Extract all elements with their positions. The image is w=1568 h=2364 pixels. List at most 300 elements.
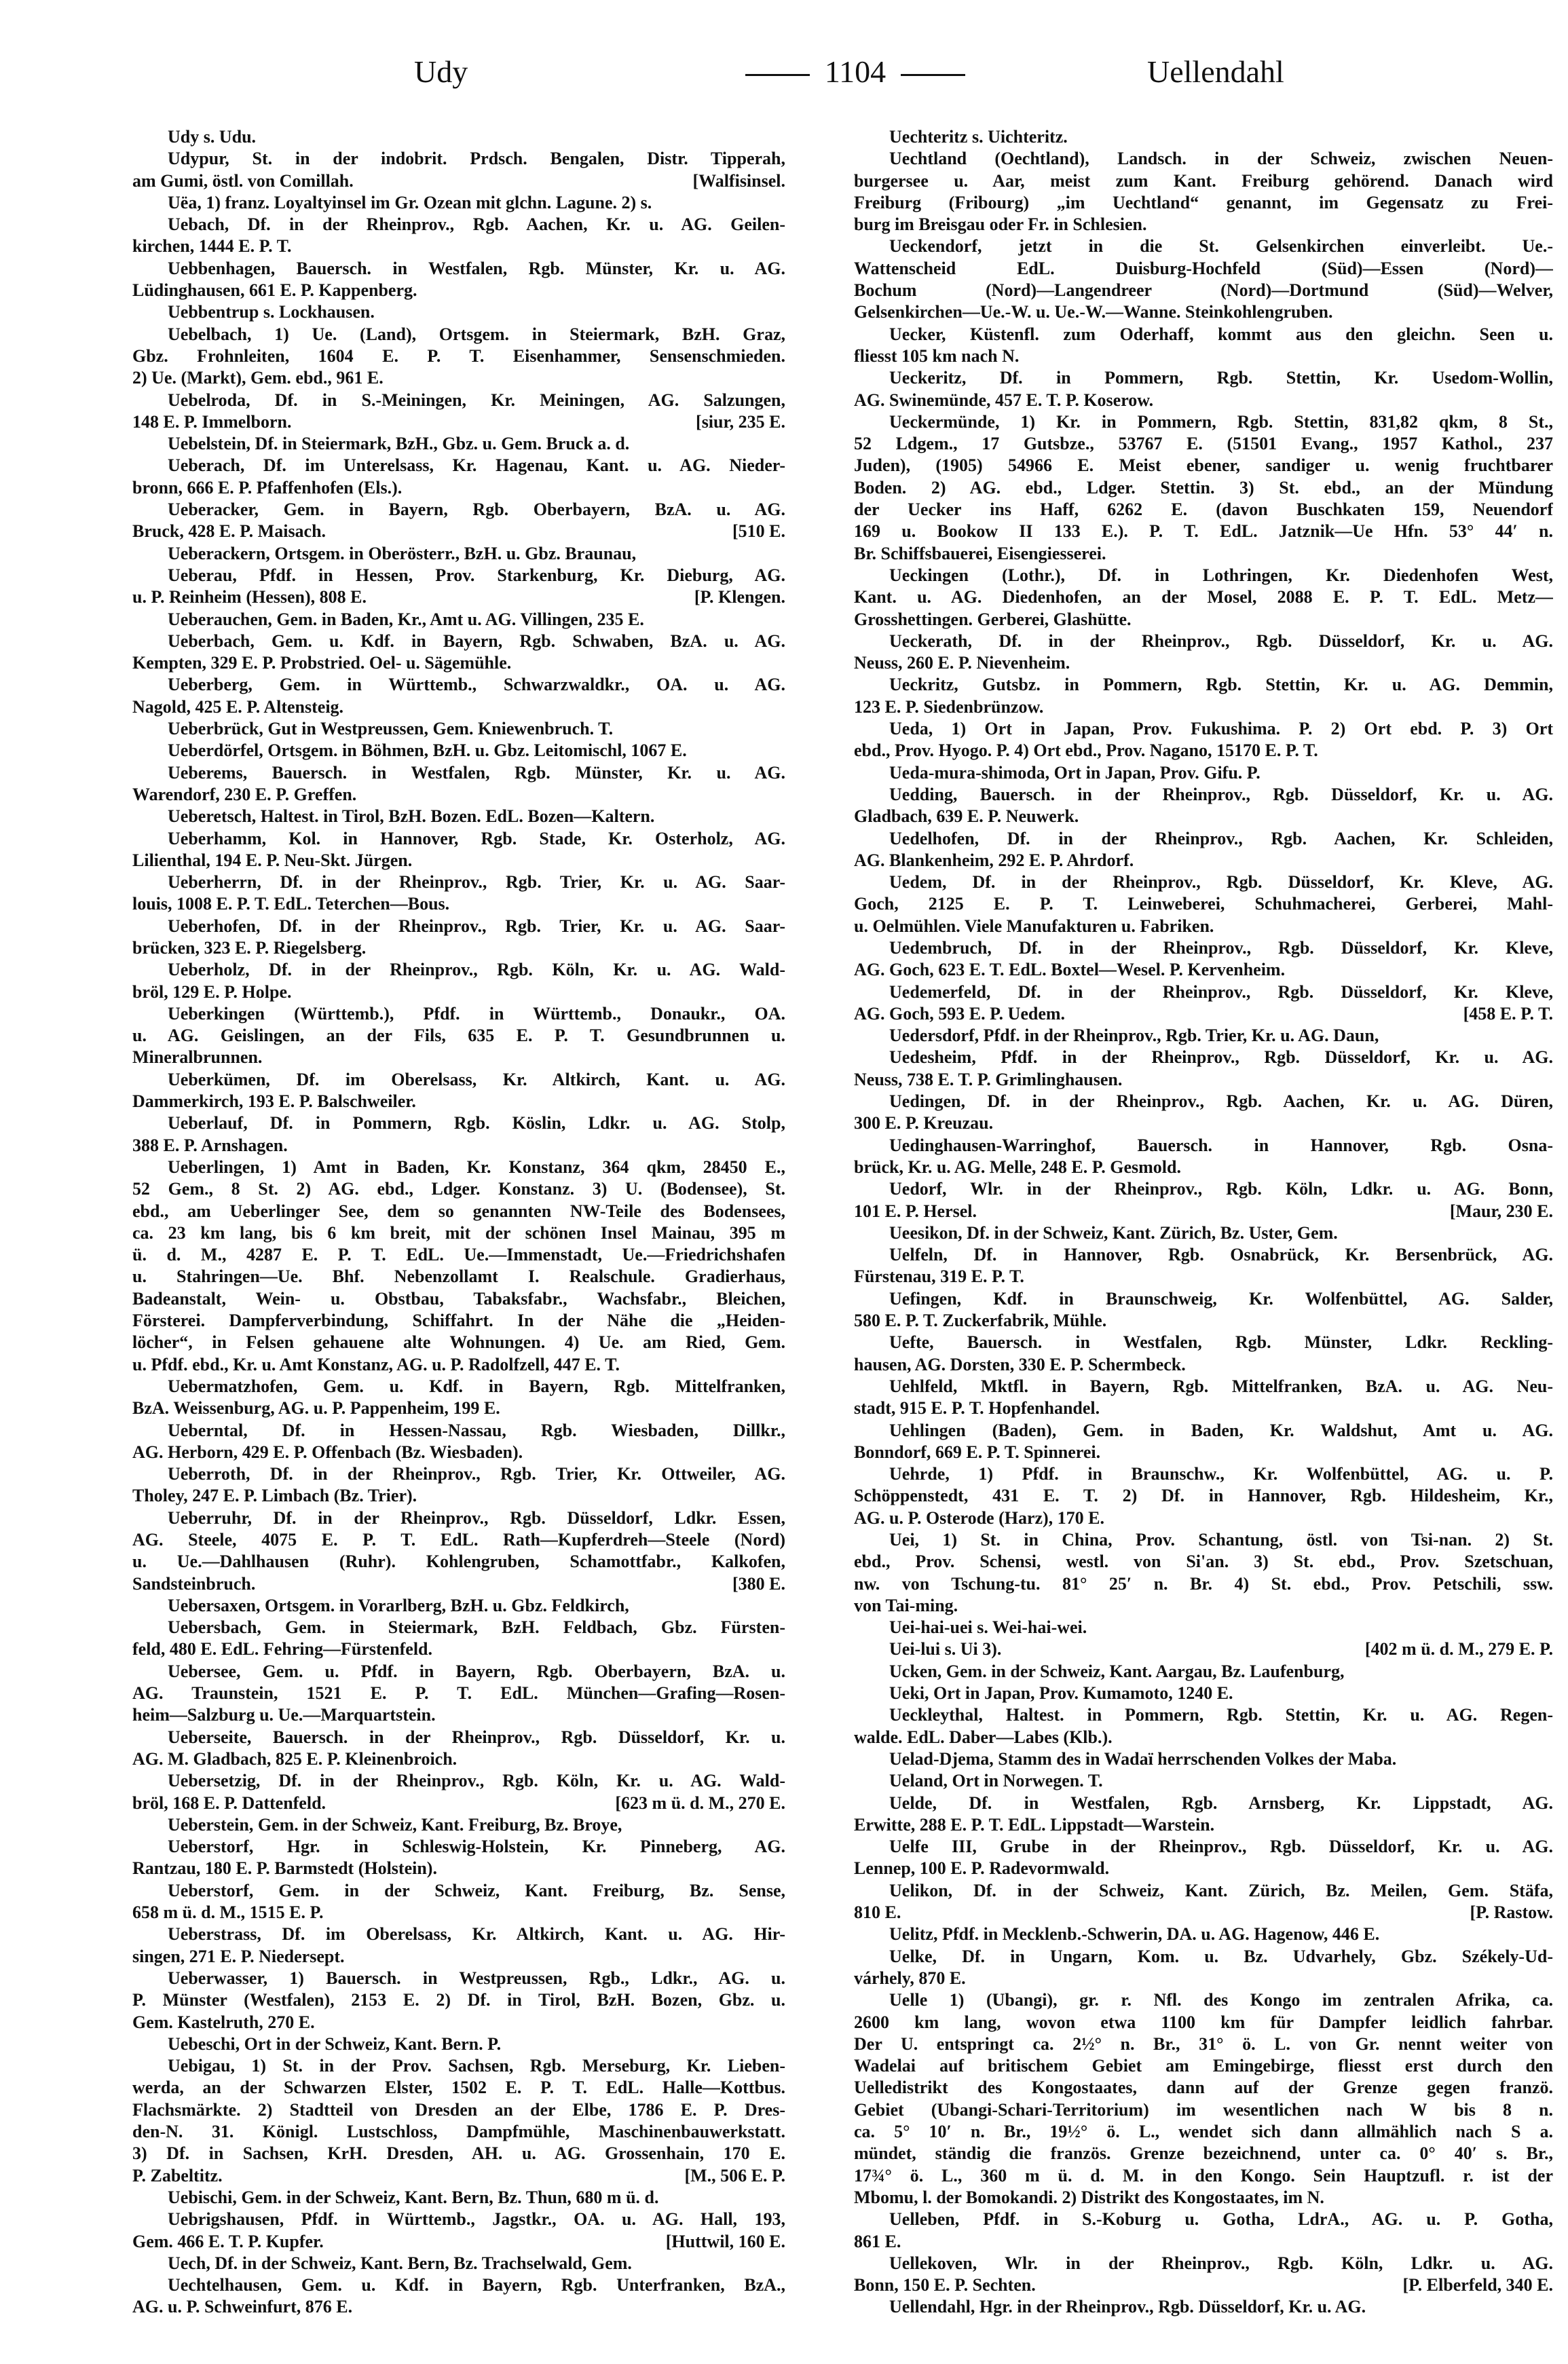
entry-line: Schöppenstedt, 431 E. T. 2) Df. in Hannover, Rgb. Hildesheim, Kr., (854, 1486, 1553, 1506)
entry-line: heim—Salzburg u. Ue.—Marquartstein. (132, 1705, 436, 1725)
entry-line: Ueberstrass, Df. im Oberelsass, Kr. Altkirch, Kant. u. AG. Hir- (168, 1924, 785, 1945)
gazetteer-entry (854, 937, 1553, 981)
entry-line: 2600 km lang, wovon etwa 1100 km für Dampfer leidlich fahrbar. (854, 2012, 1553, 2032)
entry-line: Bonndorf, 669 E. P. T. Spinnerei. (854, 1442, 1101, 1462)
entry-line: Uedesheim, Pfdf. in der Rheinprov., Rgb. Düsseldorf, Kr. u. AG. (889, 1047, 1553, 1068)
entry-line: ü. d. M., 4287 E. P. T. EdL. Ue.—Immenstadt, Ue.—Friedrichshafen (132, 1245, 785, 1265)
entry-line: AG. Herborn, 429 E. P. Offenbach (Bz. Wiesbaden). (132, 1442, 523, 1462)
entry-line: Udy s. Udu. (168, 127, 257, 147)
gazetteer-entry (854, 1836, 1553, 1880)
entry-line: u. Oelmühlen. Viele Manufakturen u. Fabriken. (854, 916, 1214, 936)
entry-line: Uedding, Bauersch. in der Rheinprov., Rgb. Düsseldorf, Kr. u. AG. (889, 784, 1553, 804)
entry-line: Ueesikon, Df. in der Schweiz, Kant. Zürich, Bz. Uster, Gem. (889, 1222, 1338, 1243)
entry-line: Uebeschi, Ort in der Schweiz, Kant. Bern. P. (168, 2033, 502, 2054)
entry-line: u. AG. Geislingen, an der Fils, 635 E. P. T. Gesundbrunnen u. (132, 1026, 785, 1046)
gazetteer-entry (854, 1683, 1553, 1704)
page-number: 1104 (824, 54, 886, 89)
entry-line: kirchen, 1444 E. P. T. (132, 236, 292, 257)
line-text: Sandsteinbruch. (132, 1573, 256, 1594)
entry-line: Flachsmärkte. 2) Stadtteil von Dresden an der Elbe, 1786 E. P. Dres- (132, 2099, 785, 2120)
entry-line: Uellendahl, Hgr. in der Rheinprov., Rgb. Düsseldorf, Kr. u. AG. (889, 2297, 1366, 2317)
gazetteer-entry (132, 390, 785, 434)
gazetteer-entry (132, 565, 785, 609)
entry-line: ca. 23 km lang, bis 6 km breit, mit der schönen Insel Mainau, 395 m (132, 1222, 785, 1243)
gazetteer-entry (132, 1880, 785, 1924)
entry-line: Uelle 1) (Ubangi), gr. r. Nfl. des Kongo im zentralen Afrika, ca. (889, 1990, 1553, 2010)
gazetteer-entry (854, 1989, 1553, 2209)
gazetteer-entry (854, 1661, 1553, 1683)
entry-line: ebd., am Ueberlinger See, dem so genannten NW-Teile des Bodensees, (132, 1201, 785, 1221)
line-text: am Gumi, östl. von Comillah. (132, 170, 354, 191)
running-head-first-entry: Udy (414, 54, 468, 89)
entry-line: Ueckeritz, Df. in Pommern, Rgb. Stettin, Kr. Usedom-Wollin, (889, 368, 1553, 388)
entry-line: Uedersdorf, Pfdf. in der Rheinprov., Rgb. Trier, Kr. u. AG. Daun, (889, 1026, 1379, 1046)
entry-line (854, 1638, 1553, 1660)
entry-line: Uedorf, Wlr. in der Rheinprov., Rgb. Köln, Ldkr. u. AG. Bonn, (889, 1179, 1553, 1199)
entry-line: brück, Kr. u. AG. Melle, 248 E. P. Gesmold. (854, 1157, 1181, 1177)
entry-line: Neuss, 260 E. P. Nievenheim. (854, 653, 1070, 673)
entry-line: AG. Goch, 623 E. T. EdL. Boxtel—Wesel. P. Kervenheim. (854, 960, 1286, 980)
entry-line: Gem. Kastelruth, 270 E. (132, 2012, 315, 2032)
gazetteer-entry (132, 1836, 785, 1880)
line-continuation-fragment: [Maur, 230 E. (1449, 1201, 1553, 1221)
gazetteer-entry (854, 718, 1553, 762)
gazetteer-entry (132, 1420, 785, 1464)
gazetteer-entry (132, 762, 785, 806)
entry-line: u. Ue.—Dahlhausen (Ruhr). Kohlengruben, Schamottfabr., Kalkofen, (132, 1552, 785, 1572)
entry-line: várhely, 870 E. (854, 1968, 966, 1988)
gazetteer-entry (854, 1135, 1553, 1179)
line-text: AG. Goch, 593 E. P. Uedem. (854, 1003, 1066, 1024)
entry-line: Nagold, 425 E. P. Altensteig. (132, 696, 344, 717)
entry-line: Ueberroth, Df. in der Rheinprov., Rgb. Trier, Kr. Ottweiler, AG. (168, 1464, 785, 1484)
entry-line: feld, 480 E. EdL. Fehring—Fürstenfeld. (132, 1639, 433, 1659)
entry-line: Mbomu, l. der Bomokandi. 2) Distrikt des Kongostaates, im N. (854, 2187, 1324, 2207)
entry-line: Ueberlingen, 1) Amt in Baden, Kr. Konstanz, 364 qkm, 28450 E., (168, 1157, 785, 1177)
entry-line: Uebelbach, 1) Ue. (Land), Ortsgem. in Steiermark, BzH. Graz, (168, 324, 785, 344)
entry-line: Fürstenau, 319 E. P. T. (854, 1267, 1024, 1287)
entry-line: Grosshettingen. Gerberei, Glashütte. (854, 609, 1132, 629)
entry-line: Ueberach, Df. im Unterelsass, Kr. Hagenau, Kant. u. AG. Nieder- (168, 455, 785, 476)
gazetteer-entry (132, 499, 785, 543)
entry-line: u. Stahringen—Ue. Bhf. Nebenzollamt I. Realschule. Gradierhaus, (132, 1267, 785, 1287)
line-continuation-fragment: [siur, 235 E. (696, 411, 785, 432)
gazetteer-entry (132, 1727, 785, 1771)
line-text: Bruck, 428 E. P. Maisach. (132, 521, 326, 542)
gazetteer-entry (854, 784, 1553, 828)
gazetteer-entry (132, 871, 785, 916)
entry-line: Rantzau, 180 E. P. Barmstedt (Holstein). (132, 1858, 437, 1879)
entry-line: der Uecker ins Haff, 6262 E. (davon Buschkaten 159, Neuendorf (854, 500, 1553, 520)
entry-line: Uelfeln, Df. in Hannover, Rgb. Osnabrück, Kr. Bersenbrück, AG. (889, 1245, 1553, 1265)
gazetteer-entry (854, 1880, 1553, 1924)
entry-line: Lilienthal, 194 E. P. Neu-Skt. Jürgen. (132, 850, 413, 870)
entry-line: Ueberlauf, Df. in Pommern, Rgb. Köslin, Ldkr. u. AG. Stolp, (168, 1113, 785, 1133)
gazetteer-entry (132, 718, 785, 740)
gazetteer-entry (132, 1157, 785, 1376)
entry-line: AG. M. Gladbach, 825 E. P. Kleinenbroich. (132, 1748, 458, 1769)
entry-line (132, 586, 785, 608)
entry-line: Uelfe III, Grube in der Rheinprov., Rgb. Düsseldorf, Kr. u. AG. (889, 1837, 1553, 1857)
gazetteer-entry (132, 916, 785, 960)
line-text: Bonn, 150 E. P. Sechten. (854, 2275, 1036, 2295)
line-text: 101 E. P. Hersel. (854, 1201, 977, 1221)
gazetteer-entry (854, 1617, 1553, 1638)
line-text: P. Zabeltitz. (132, 2165, 223, 2185)
entry-line: Uei-hai-uei s. Wei-hai-wei. (889, 1617, 1087, 1638)
entry-line: Lennep, 100 E. P. Radevormwald. (854, 1858, 1110, 1879)
entry-line: Wattenscheid EdL. Duisburg-Hochfeld (Süd)—Essen (Nord)— (854, 258, 1553, 278)
gazetteer-entry (132, 148, 785, 192)
entry-line: Ueberbrück, Gut in Westpreussen, Gem. Kniewenbruch. T. (168, 719, 614, 739)
gazetteer-entry (854, 1946, 1553, 1990)
rule-right (901, 74, 965, 76)
gazetteer-entry (854, 1748, 1553, 1770)
line-text: u. P. Reinheim (Hessen), 808 E. (132, 587, 367, 607)
gazetteer-entry (854, 2209, 1553, 2253)
entry-line: AG. Steele, 4075 E. P. T. EdL. Rath—Kupferdreh—Steele (Nord) (132, 1530, 785, 1550)
entry-line: Erwitte, 288 E. P. T. EdL. Lippstadt—Warstein. (854, 1814, 1215, 1835)
entry-line: Uedelhofen, Df. in der Rheinprov., Rgb. Aachen, Kr. Schleiden, (889, 828, 1553, 848)
entry-line: Ueda-mura-shimoda, Ort in Japan, Prov. Gifu. P. (889, 762, 1261, 783)
gazetteer-entry (854, 1793, 1553, 1837)
entry-line: Ueberkingen (Württemb.), Pfdf. in Württemb., Donaukr., OA. (168, 1003, 785, 1024)
entry-line: ebd., Prov. Schensi, westl. von Si'an. 3) St. ebd., Prov. Szetschuan, (854, 1552, 1553, 1572)
gazetteer-entry (854, 674, 1553, 718)
right-column (854, 126, 1553, 2319)
entry-line: walde. EdL. Daber—Labes (Klb.). (854, 1727, 1113, 1747)
gazetteer-entry (854, 126, 1553, 148)
entry-line: hausen, AG. Dorsten, 330 E. P. Schermbeck. (854, 1354, 1186, 1374)
entry-line: Lüdinghausen, 661 E. P. Kappenberg. (132, 280, 417, 301)
entry-line: Ueland, Ort in Norwegen. T. (889, 1771, 1103, 1791)
entry-line: Uëa, 1) franz. Loyaltyinsel im Gr. Ozean mit glchn. Lagune. 2) s. (168, 192, 652, 212)
entry-line: Ueberacker, Gem. in Bayern, Rgb. Oberbayern, BzA. u. AG. (168, 500, 785, 520)
entry-line: Uedemerfeld, Df. in der Rheinprov., Rgb. Düsseldorf, Kr. Kleve, (889, 981, 1553, 1002)
entry-line: Uech, Df. in der Schweiz, Kant. Bern, Bz. Trachselwald, Gem. (168, 2253, 632, 2273)
entry-line: 658 m ü. d. M., 1515 E. P. (132, 1902, 324, 1923)
gazetteer-entry (132, 543, 785, 565)
entry-line: Uelitz, Pfdf. in Mecklenb.-Schwerin, DA. u. AG. Hagenow, 446 E. (889, 1924, 1380, 1945)
gazetteer-entry (132, 301, 785, 323)
gazetteer-entry (132, 1003, 785, 1069)
entry-line: burgersee u. Aar, meist zum Kant. Freiburg gehörend. Danach wird (854, 170, 1553, 191)
entry-line: Uefingen, Kdf. in Braunschweig, Kr. Wolfenbüttel, AG. Salder, (889, 1288, 1553, 1309)
entry-line: Tholey, 247 E. P. Limbach (Bz. Trier). (132, 1486, 417, 1506)
entry-line: Uehlingen (Baden), Gem. in Baden, Kr. Waldshut, Amt u. AG. (889, 1420, 1553, 1440)
gazetteer-entry (854, 236, 1553, 323)
entry-line: Ueckendorf, jetzt in die St. Gelsenkirchen einverleibt. Ue.- (889, 236, 1553, 257)
page-number-block (720, 53, 991, 91)
entry-line: Uelledistrikt des Kongostaates, dann auf der Grenze gegen franzö. (854, 2078, 1553, 2098)
gazetteer-entry (854, 1770, 1553, 1792)
entry-line: Uebelstein, Df. in Steiermark, BzH., Gbz. u. Gem. Bruck a. d. (168, 434, 630, 454)
gazetteer-entry (132, 1069, 785, 1113)
line-continuation-fragment: [380 E. (732, 1573, 785, 1594)
entry-line: stadt, 915 E. P. T. Hopfenhandel. (854, 1398, 1100, 1419)
gazetteer-entry (132, 2187, 785, 2209)
entry-line: Ueberauchen, Gem. in Baden, Kr., Amt u. AG. Villingen, 235 E. (168, 609, 644, 629)
entry-line: Ueberetsch, Haltest. in Tirol, BzH. Bozen. EdL. Bozen—Kaltern. (168, 806, 655, 827)
entry-line: Goch, 2125 E. P. T. Leinweberei, Schuhmacherei, Gerberei, Mahl- (854, 894, 1553, 914)
entry-line: Kant. u. AG. Diedenhofen, an der Mosel, 2088 E. P. T. EdL. Metz— (854, 587, 1553, 607)
entry-line: P. Münster (Westfalen), 2153 E. 2) Df. in Tirol, BzH. Bozen, Gbz. u. (132, 1990, 785, 2010)
entry-line: bronn, 666 E. P. Pfaffenhofen (Els.). (132, 477, 403, 498)
gazetteer-entry (854, 1091, 1553, 1135)
entry-line: Ueberntal, Df. in Hessen-Nassau, Rgb. Wiesbaden, Dillkr., (168, 1420, 785, 1440)
gazetteer-entry (132, 1595, 785, 1617)
entry-line: Ueberhofen, Df. in der Rheinprov., Rgb. Trier, Kr. u. AG. Saar- (168, 916, 785, 936)
line-text: 810 E. (854, 1902, 901, 1923)
entry-line: 2) Ue. (Markt), Gem. ebd., 961 E. (132, 368, 384, 388)
entry-line: fliesst 105 km nach N. (854, 345, 1020, 366)
entry-line: singen, 271 E. P. Niedersept. (132, 1946, 345, 1966)
line-continuation-fragment: [P. Klengen. (694, 587, 785, 607)
gazetteer-entry (854, 631, 1553, 675)
entry-line: Br. Schiffsbauerei, Eisengiesserei. (854, 543, 1106, 563)
line-continuation-fragment: [458 E. P. T. (1463, 1003, 1553, 1024)
entry-line: Uellekoven, Wlr. in der Rheinprov., Rgb. Köln, Ldkr. u. AG. (889, 2253, 1553, 2273)
entry-line: Uebbentrup s. Lockhausen. (168, 302, 375, 322)
entry-line: Uechtland (Oechtland), Landsch. in der Schweiz, zwischen Neuen- (889, 149, 1553, 169)
entry-line: Ueberruhr, Df. in der Rheinprov., Rgb. Düsseldorf, Ldkr. Essen, (168, 1507, 785, 1528)
gazetteer-entry (854, 871, 1553, 937)
gazetteer-entry (132, 1770, 785, 1814)
entry-line: den-N. 31. Königl. Lustschloss, Dampfmühle, Maschinenbauwerkstatt. (132, 2122, 785, 2142)
entry-line: Warendorf, 230 E. P. Greffen. (132, 784, 357, 804)
gazetteer-entry (132, 455, 785, 499)
gazetteer-entry (854, 1638, 1553, 1660)
line-text: bröl, 168 E. P. Dattenfeld. (132, 1793, 326, 1813)
entry-line: AG. Swinemünde, 457 E. T. P. Koserow. (854, 390, 1154, 410)
entry-line: Ueberherrn, Df. in der Rheinprov., Rgb. Trier, Kr. u. AG. Saar- (168, 872, 785, 893)
entry-line: Försterei. Dampferverbindung, Schiffahrt. In der Nähe die „Heiden- (132, 1311, 785, 1331)
gazetteer-entry (854, 1178, 1553, 1222)
entry-line: Ueberseite, Bauersch. in der Rheinprov., Rgb. Düsseldorf, Kr. u. (168, 1727, 785, 1747)
gazetteer-entry (132, 609, 785, 631)
entry-line: ebd., Prov. Hyogo. P. 4) Ort ebd., Prov. Nagano, 15170 E. P. T. (854, 740, 1318, 761)
entry-line: Uehlfeld, Mktfl. in Bayern, Rgb. Mittelfranken, BzA. u. AG. Neu- (889, 1376, 1553, 1396)
left-column (132, 126, 785, 2319)
entry-line: Uelleben, Pfdf. in S.-Koburg u. Gotha, LdrA., AG. u. P. Gotha, (889, 2209, 1553, 2230)
gazetteer-entry (132, 1376, 785, 1420)
gazetteer-entry (854, 1376, 1553, 1420)
gazetteer-entry (854, 762, 1553, 784)
entry-line: 300 E. P. Kreuzau. (854, 1113, 994, 1133)
entry-line (132, 521, 785, 542)
entry-line: Gbz. Frohnleiten, 1604 E. P. T. Eisenhammer, Sensenschmieden. (132, 345, 785, 366)
entry-line: Uecker, Küstenfl. zum Oderhaff, kommt aus den gleichn. Seen u. (889, 324, 1553, 344)
entry-line: Freiburg (Fribourg) „im Uechtland“ genannt, im Gegensatz zu Frei- (854, 192, 1553, 212)
entry-line: Uedinghausen-Warringhof, Bauersch. in Hannover, Rgb. Osna- (889, 1135, 1553, 1155)
entry-line: werda, an der Schwarzen Elster, 1502 E. P. T. EdL. Halle—Kottbus. (132, 2078, 785, 2098)
gazetteer-entry (854, 411, 1553, 565)
entry-line: Kempten, 329 E. P. Probstried. Oel- u. Sägemühle. (132, 653, 512, 673)
entry-line (132, 2231, 785, 2253)
line-text: 148 E. P. Immelborn. (132, 411, 292, 432)
entry-line: brücken, 323 E. P. Riegelsberg. (132, 937, 367, 958)
entry-line: Ueckleythal, Haltest. in Pommern, Rgb. Stettin, Kr. u. AG. Regen- (889, 1705, 1553, 1725)
gazetteer-entry (854, 1420, 1553, 1464)
line-continuation-fragment: [Walfisinsel. (692, 170, 785, 191)
entry-line: Ueberhamm, Kol. in Hannover, Rgb. Stade, Kr. Osterholz, AG. (168, 828, 785, 848)
gazetteer-entry (854, 828, 1553, 872)
gazetteer-entry (132, 1617, 785, 1661)
entry-line: 861 E. (854, 2231, 901, 2251)
entry-line: AG. Blankenheim, 292 E. P. Ahrdorf. (854, 850, 1134, 870)
entry-line: Uehrde, 1) Pfdf. in Braunschw., Kr. Wolfenbüttel, AG. u. P. (889, 1464, 1553, 1484)
entry-line: Uebbenhagen, Bauersch. in Westfalen, Rgb. Münster, Kr. u. AG. (168, 258, 785, 278)
gazetteer-entry (132, 324, 785, 390)
entry-line: Uedingen, Df. in der Rheinprov., Rgb. Aachen, Kr. u. AG. Düren, (889, 1091, 1553, 1112)
entry-line: Ueckritz, Gutsbz. in Pommern, Rgb. Stettin, Kr. u. AG. Demmin, (889, 675, 1553, 695)
entry-line: Ueckingen (Lothr.), Df. in Lothringen, Kr. Diedenhofen West, (889, 565, 1553, 585)
line-continuation-fragment: [M., 506 E. P. (684, 2165, 785, 2185)
entry-line: Uebrigshausen, Pfdf. in Württemb., Jagstkr., OA. u. AG. Hall, 193, (168, 2209, 785, 2230)
entry-line: Ueberholz, Df. in der Rheinprov., Rgb. Köln, Kr. u. AG. Wald- (168, 960, 785, 980)
entry-line: Uelde, Df. in Westfalen, Rgb. Arnsberg, Kr. Lippstadt, AG. (889, 1793, 1553, 1813)
gazetteer-entry (132, 214, 785, 258)
entry-line: 169 u. Bookow II 133 E.). P. T. EdL. Jatznik—Ue Hfn. 53° 44′ n. (854, 521, 1553, 542)
entry-line: Uebersee, Gem. u. Pfdf. in Bayern, Rgb. Oberbayern, BzA. u. (168, 1661, 785, 1681)
entry-line (132, 170, 785, 192)
gazetteer-entry (132, 1968, 785, 2033)
gazetteer-entry (854, 324, 1553, 368)
entry-line: Ueberackern, Ortsgem. in Oberösterr., BzH. u. Gbz. Braunau, (168, 543, 637, 563)
entry-line: Uebersaxen, Ortsgem. in Vorarlberg, BzH. u. Gbz. Feldkirch, (168, 1595, 629, 1615)
entry-line: Ueberkümen, Df. im Oberelsass, Kr. Altkirch, Kant. u. AG. (168, 1069, 785, 1089)
entry-line: u. Pfdf. ebd., Kr. u. Amt Konstanz, AG. u. P. Radolfzell, 447 E. T. (132, 1354, 620, 1374)
entry-line: Mineralbrunnen. (132, 1047, 263, 1068)
line-text: Gem. 466 E. T. P. Kupfer. (132, 2231, 324, 2251)
line-text: Uei-lui s. Ui 3). (889, 1639, 1002, 1659)
gazetteer-entry (132, 1463, 785, 1507)
entry-line: ca. 5° 10′ n. Br., 19½° ö. L., wendet sich dann allmählich nach S a. (854, 2122, 1553, 2142)
gazetteer-entry (132, 1507, 785, 1595)
entry-line: Uechteritz s. Uichteritz. (889, 127, 1068, 147)
entry-line: Uelikon, Df. in der Schweiz, Kant. Zürich, Bz. Meilen, Gem. Stäfa, (889, 1880, 1553, 1900)
entry-line: Gebiet (Ubangi-Schari-Territorium) im wesentlichen nach W bis 8 n. (854, 2099, 1553, 2120)
entry-line: 17¾° ö. L., 360 m ü. d. M. in den Kongo. Sein Hauptzufl. r. ist der (854, 2165, 1553, 2185)
entry-line: Neuss, 738 E. T. P. Grimlinghausen. (854, 1069, 1123, 1089)
entry-line: Boden. 2) AG. ebd., Ldger. Stettin. 3) St. ebd., an der Mündung (854, 477, 1553, 498)
entry-line: Ueckermünde, 1) Kr. in Pommern, Rgb. Stettin, 831,82 qkm, 8 St., (889, 411, 1553, 432)
entry-line: Udypur, St. in der indobrit. Prdsch. Bengalen, Distr. Tipperah, (168, 149, 785, 169)
gazetteer-entry (132, 959, 785, 1003)
entry-line: Badeanstalt, Wein- u. Obstbau, Tabaksfabr., Wachsfabr., Bleichen, (132, 1288, 785, 1309)
entry-line (854, 1003, 1553, 1025)
entry-line: BzA. Weissenburg, AG. u. P. Pappenheim, 199 E. (132, 1398, 500, 1419)
entry-line: Wadelai auf britischem Gebiet am Emingebirge, fliesst erst durch den (854, 2056, 1553, 2076)
entry-line: Juden), (1905) 54966 E. Meist ebener, sandiger u. wenig fruchtbarer (854, 455, 1553, 476)
entry-line: Uebersetzig, Df. in der Rheinprov., Rgb. Köln, Kr. u. AG. Wald- (168, 1771, 785, 1791)
entry-line: Bochum (Nord)—Langendreer (Nord)—Dortmund (Süd)—Welver, (854, 280, 1553, 301)
gazetteer-entry (854, 1529, 1553, 1617)
gazetteer-entry (854, 2296, 1553, 2318)
gazetteer-entry (132, 1814, 785, 1836)
entry-line: Uebischi, Gem. in der Schweiz, Kant. Bern, Bz. Thun, 680 m ü. d. (168, 2187, 659, 2207)
entry-line: Uebigau, 1) St. in der Prov. Sachsen, Rgb. Merseburg, Kr. Lieben- (168, 2056, 785, 2076)
entry-line: Gelsenkirchen—Ue.-W. u. Ue.-W.—Wanne. Steinkohlengruben. (854, 302, 1333, 322)
gazetteer-entry (132, 433, 785, 455)
gazetteer-entry (132, 828, 785, 872)
gazetteer-entry (854, 148, 1553, 236)
gazetteer-entry (854, 1222, 1553, 1244)
entry-line: Gladbach, 639 E. P. Neuwerk. (854, 806, 1079, 827)
gazetteer-entry (854, 1332, 1553, 1376)
gazetteer-entry (132, 740, 785, 762)
gazetteer-entry (854, 1047, 1553, 1091)
entry-line (132, 2165, 785, 2187)
entry-line: Ueberdörfel, Ortsgem. in Böhmen, BzH. u. Gbz. Leitomischl, 1067 E. (168, 740, 687, 761)
line-continuation-fragment: [P. Elberfeld, 340 E. (1402, 2275, 1553, 2295)
entry-line: Ueberstein, Gem. in der Schweiz, Kant. Freiburg, Bz. Broye, (168, 1814, 622, 1835)
entry-line: Ueda, 1) Ort in Japan, Prov. Fukushima. P. 2) Ort ebd. P. 3) Ort (889, 719, 1553, 739)
gazetteer-entry (854, 2253, 1553, 2297)
gazetteer-entry (132, 1924, 785, 1968)
line-continuation-fragment: [Huttwil, 160 E. (665, 2231, 785, 2251)
gazetteer-entry (132, 631, 785, 675)
gazetteer-entry (132, 1112, 785, 1157)
entry-line: Uedembruch, Df. in der Rheinprov., Rgb. Düsseldorf, Kr. Kleve, (889, 937, 1553, 958)
entry-line (854, 1902, 1553, 1924)
entry-line: löcher“, in Felsen gehauene alte Wohnungen. 4) Ue. am Ried, Gem. (132, 1332, 785, 1353)
gazetteer-entry (854, 1244, 1553, 1288)
entry-line: von Tai-ming. (854, 1595, 958, 1615)
entry-line: 123 E. P. Siedenbrünzow. (854, 696, 1044, 717)
entry-line: Dammerkirch, 193 E. P. Balschweiler. (132, 1091, 416, 1112)
gazetteer-entry (132, 2055, 785, 2187)
entry-line: Ueckerath, Df. in der Rheinprov., Rgb. Düsseldorf, Kr. u. AG. (889, 631, 1553, 651)
entry-line: Uei, 1) St. in China, Prov. Schantung, östl. von Tsi-nan. 2) St. (889, 1530, 1553, 1550)
entry-line: Uebermatzhofen, Gem. u. Kdf. in Bayern, Rgb. Mittelfranken, (168, 1376, 785, 1396)
gazetteer-entry (854, 1025, 1553, 1047)
gazetteer-entry (854, 1704, 1553, 1748)
gazetteer-entry (854, 1924, 1553, 1945)
entry-line: 388 E. P. Arnshagen. (132, 1135, 288, 1155)
entry-line: Ucken, Gem. in der Schweiz, Kant. Aargau, Bz. Laufenburg, (889, 1661, 1345, 1681)
entry-line: bröl, 129 E. P. Holpe. (132, 981, 292, 1002)
entry-line: Ueberau, Pfdf. in Hessen, Prov. Starkenburg, Kr. Dieburg, AG. (168, 565, 785, 585)
gazetteer-entry (132, 674, 785, 718)
gazetteer-entry (132, 2209, 785, 2253)
entry-line: 3) Df. in Sachsen, KrH. Dresden, AH. u. AG. Grossenhain, 170 E. (132, 2143, 785, 2164)
entry-line: louis, 1008 E. P. T. EdL. Teterchen—Bous. (132, 894, 450, 914)
entry-line: Ueberstorf, Hgr. in Schleswig-Holstein, Kr. Pinneberg, AG. (168, 1837, 785, 1857)
entry-line: 580 E. P. T. Zuckerfabrik, Mühle. (854, 1311, 1107, 1331)
line-continuation-fragment: [P. Rastow. (1470, 1902, 1553, 1923)
gazetteer-entry (854, 367, 1553, 411)
entry-line: AG. u. P. Schweinfurt, 876 E. (132, 2297, 353, 2317)
gazetteer-entry (132, 2253, 785, 2274)
gazetteer-entry (132, 2033, 785, 2055)
entry-line (854, 2274, 1553, 2296)
entry-line (132, 1793, 785, 1814)
entry-line: Ueberstorf, Gem. in der Schweiz, Kant. Freiburg, Bz. Sense, (168, 1880, 785, 1900)
entry-line: Ueberems, Bauersch. in Westfalen, Rgb. Münster, Kr. u. AG. (168, 762, 785, 783)
gazetteer-entry (132, 258, 785, 302)
entry-line: Uebelroda, Df. in S.-Meiningen, Kr. Meiningen, AG. Salzungen, (168, 390, 785, 410)
gazetteer-entry (854, 981, 1553, 1026)
gazetteer-entry (854, 1288, 1553, 1332)
entry-line: Uebersbach, Gem. in Steiermark, BzH. Feldbach, Gbz. Fürsten- (168, 1617, 785, 1638)
entry-line: AG. Traunstein, 1521 E. P. T. EdL. München—Grafing—Rosen- (132, 1683, 785, 1704)
rule-left (745, 74, 810, 76)
entry-line: Ueberberg, Gem. in Württemb., Schwarzwaldkr., OA. u. AG. (168, 675, 785, 695)
entry-line: Der U. entspringt ca. 2½° n. Br., 31° ö. L. von Gr. nennt weiter von (854, 2033, 1553, 2054)
gazetteer-entry (854, 1463, 1553, 1529)
entry-line: nw. von Tschung-tu. 81° 25′ n. Br. 4) St. ebd., Prov. Petschili, ssw. (854, 1573, 1553, 1594)
